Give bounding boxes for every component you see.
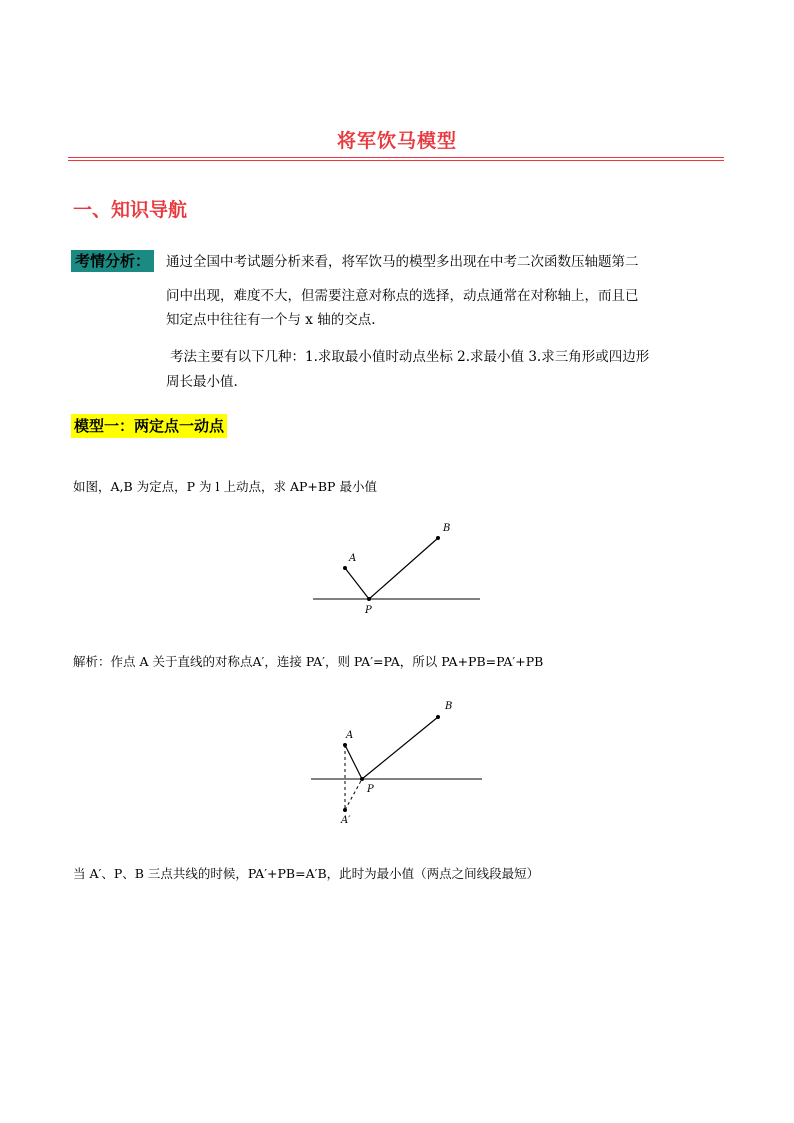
label-p: P [365, 605, 372, 616]
point-a [343, 566, 347, 570]
page-title: 将军饮马模型 [336, 130, 457, 152]
figure-1 [300, 515, 500, 620]
segment-ap [345, 568, 369, 599]
kaoqing-line-3: 知定点中往往有一个与 x 轴的交点. [166, 312, 376, 328]
segment-bp [369, 538, 438, 599]
point-p [360, 777, 364, 781]
figure-2 [300, 695, 500, 830]
label-a: A [346, 730, 354, 741]
analysis-text: 解析：作点 A 关于直线的对称点A′，连接 PA′，则 PA′=PA，所以 PA+PB=PA′+PB [73, 654, 544, 669]
point-a-prime [343, 808, 347, 812]
title-underline-bottom [68, 160, 724, 161]
problem-text: 如图，A,B 为定点，P 为 l 上动点，求 AP+BP 最小值 [73, 479, 377, 494]
section-heading: 一、知识导航 [73, 199, 188, 221]
title-underline-top [68, 157, 724, 158]
point-a [343, 743, 347, 747]
label-b: B [445, 701, 453, 712]
methods-line-1: 考法主要有以下几种：1.求取最小值时动点坐标 2.求最小值 3.求三角形或四边形 [170, 349, 650, 365]
label-a-prime: A′ [341, 815, 351, 826]
model-heading: 模型一：两定点一动点 [71, 414, 227, 438]
label-a: A [349, 553, 357, 564]
kaoqing-line-2: 问中出现，难度不大，但需要注意对称点的选择，动点通常在对称轴上，而且已 [166, 288, 639, 304]
conclusion-text: 当 A′、P、B 三点共线的时候，PA′+PB=A′B，此时为最小值（两点之间线段最短） [73, 866, 540, 881]
segment-bp [362, 717, 438, 779]
segment-a-prime-p [345, 779, 362, 810]
point-p [367, 597, 371, 601]
point-b [436, 715, 440, 719]
methods-line-2: 周长最小值. [166, 374, 238, 390]
label-p: P [367, 784, 374, 795]
kaoqing-label: 考情分析： [71, 250, 154, 272]
kaoqing-line-1: 通过全国中考试题分析来看，将军饮马的模型多出现在中考二次函数压轴题第二 [166, 254, 639, 270]
point-b [436, 536, 440, 540]
label-b: B [443, 523, 451, 534]
segment-ap [345, 745, 362, 779]
